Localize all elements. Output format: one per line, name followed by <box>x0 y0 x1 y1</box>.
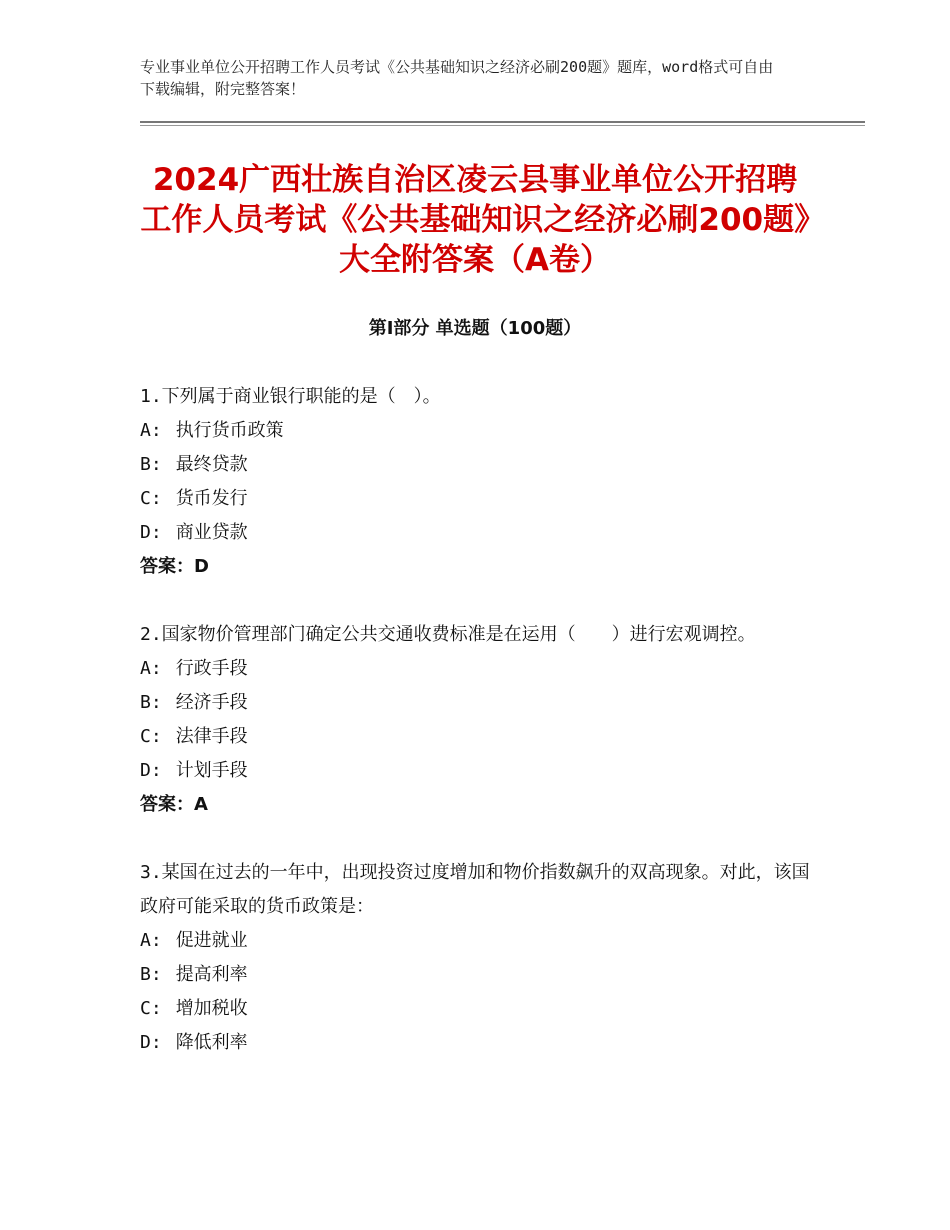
option-letter: A: <box>140 930 162 951</box>
option-letter: D: <box>140 522 162 543</box>
option-letter: B: <box>140 454 162 475</box>
option-text: 经济手段 <box>175 692 248 713</box>
option-a <box>140 414 810 448</box>
question-stem: 2.国家物价管理部门确定公共交通收费标准是在运用（ ）进行宏观调控。 <box>140 624 756 645</box>
option-b <box>140 686 810 720</box>
option-b <box>140 958 810 992</box>
question-stem: 3.某国在过去的一年中，出现投资过度增加和物价指数飙升的双高现象。对此，该国政府可能采取的货币政策是： <box>140 862 810 917</box>
option-letter: B: <box>140 964 162 985</box>
question-3 <box>140 856 810 1060</box>
option-letter: C: <box>140 726 162 747</box>
option-text: 商业贷款 <box>175 522 248 543</box>
answer-line: 答案：A <box>140 794 208 815</box>
document-title: 2024广西壮族自治区凌云县事业单位公开招聘工作人员考试《公共基础知识之经济必刷200题》大全附答案（A卷） <box>140 162 810 278</box>
option-a <box>140 924 810 958</box>
option-text: 最终贷款 <box>175 454 248 475</box>
question-2 <box>140 618 810 822</box>
option-letter: D: <box>140 760 162 781</box>
option-letter: C: <box>140 998 162 1019</box>
option-d <box>140 754 810 788</box>
option-text: 货币发行 <box>175 488 248 509</box>
question-1 <box>140 380 810 584</box>
option-b <box>140 448 810 482</box>
option-c <box>140 482 810 516</box>
header-divider-thin <box>140 125 865 126</box>
option-c <box>140 720 810 754</box>
option-letter: A: <box>140 658 162 679</box>
option-text: 执行货币政策 <box>175 420 284 441</box>
option-d <box>140 516 810 550</box>
question-stem: 1.下列属于商业银行职能的是（ ）。 <box>140 386 441 407</box>
option-text: 促进就业 <box>175 930 248 951</box>
header-note: 专业事业单位公开招聘工作人员考试《公共基础知识之经济必刷200题》题库，word格式可自由下载编辑，附完整答案！ <box>140 58 774 98</box>
option-text: 提高利率 <box>175 964 248 985</box>
option-d <box>140 1026 810 1060</box>
option-text: 法律手段 <box>175 726 248 747</box>
option-text: 行政手段 <box>175 658 248 679</box>
option-c <box>140 992 810 1026</box>
option-letter: B: <box>140 692 162 713</box>
section-heading: 第Ⅰ部分 单选题（100题） <box>368 318 582 339</box>
option-letter: A: <box>140 420 162 441</box>
option-text: 降低利率 <box>175 1032 248 1053</box>
option-a <box>140 652 810 686</box>
option-letter: D: <box>140 1032 162 1053</box>
option-text: 增加税收 <box>175 998 248 1019</box>
option-letter: C: <box>140 488 162 509</box>
option-text: 计划手段 <box>175 760 248 781</box>
header-divider <box>140 121 865 123</box>
question-list <box>140 380 810 1094</box>
answer-line: 答案：D <box>140 556 209 577</box>
